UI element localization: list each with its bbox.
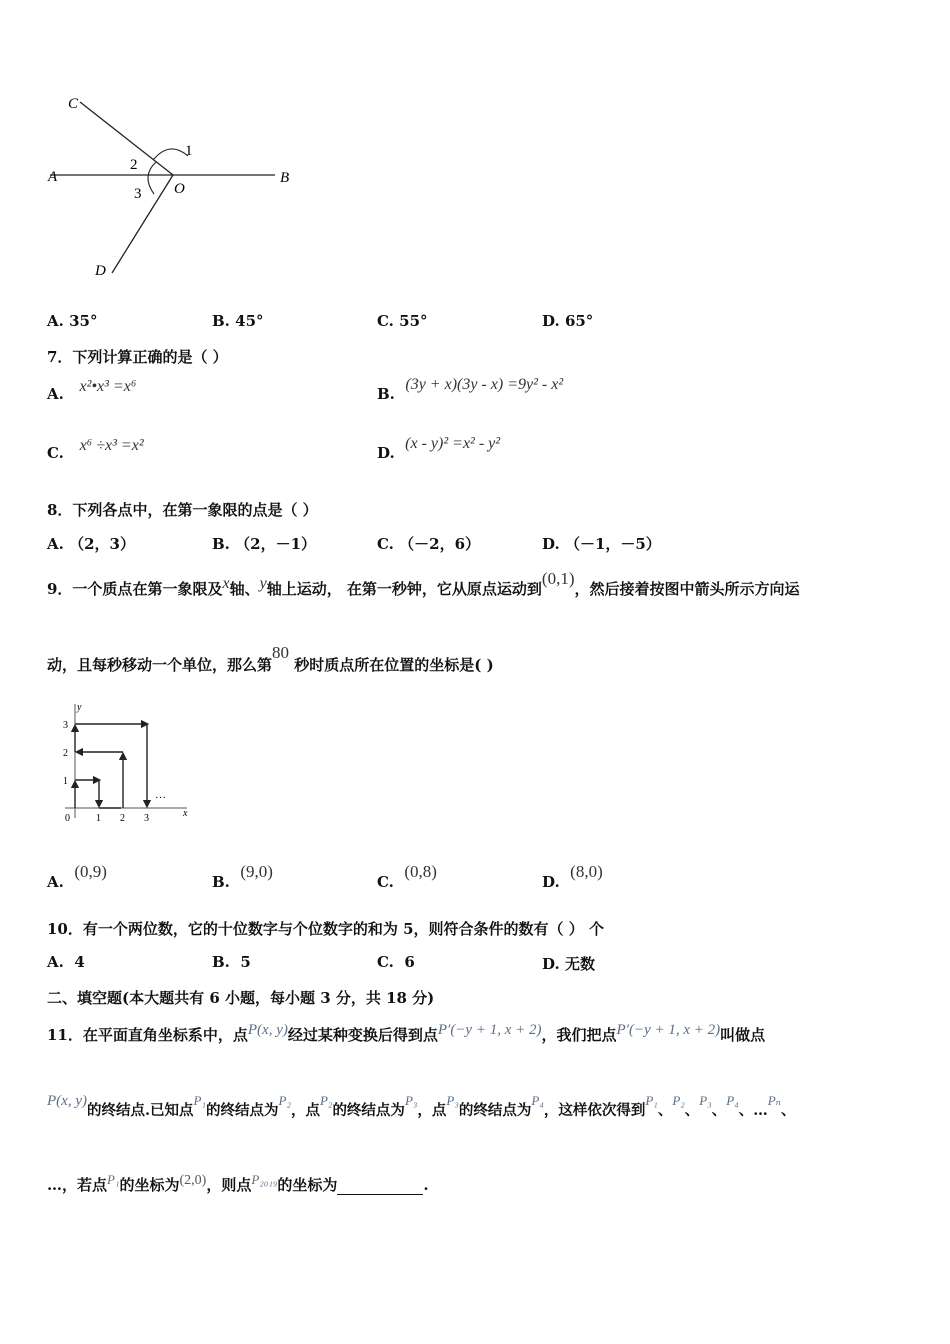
q10-option-b[interactable]: B. 5 [212, 953, 251, 971]
label-b: B [280, 170, 290, 186]
q8-option-a[interactable]: A. （2，3） [47, 535, 135, 553]
fig-tick-x3: 3 [144, 813, 149, 824]
fig-tick-x0: 0 [65, 813, 70, 824]
q10-stem: 10．有一个两位数，它的十位数字与个位数字的和为 5，则符合条件的数有（ ） 个 [47, 920, 604, 938]
fig-ellipsis: … [155, 789, 166, 801]
q8-option-b[interactable]: B. （2，－1） [212, 535, 317, 553]
angle-figure [40, 90, 310, 290]
q11-line3: …，若点P₁的坐标为(2,0)，则点P₂₀₁₉的坐标为 . [47, 1172, 429, 1194]
q9-stem-line1: 9．一个质点在第一象限及x轴、y轴上运动， 在第一秒钟，它从原点运动到(0,1)，然后接着按图中箭头所示方向运 [47, 569, 800, 598]
q9-option-d[interactable]: D. (8,0) [542, 862, 603, 891]
label-a: A [48, 169, 58, 185]
q7-option-d[interactable]: D. (x - y)² =x² - y² [377, 435, 501, 462]
q6-option-c[interactable]: C. 55° [377, 312, 428, 330]
q8-option-c[interactable]: C. （－2，6） [377, 535, 481, 553]
label-angle-2: 2 [130, 157, 138, 173]
q8-stem: 8．下列各点中，在第一象限的点是（ ） [47, 501, 318, 519]
ray-od [112, 175, 173, 273]
label-o: O [174, 181, 185, 197]
q7-stem: 7．下列计算正确的是（ ） [47, 348, 228, 366]
q10-option-a[interactable]: A. 4 [47, 953, 85, 971]
q9-stem-line2: 动，且每秒移动一个单位，那么第80 秒时质点所在位置的坐标是( ) [47, 643, 494, 674]
fig-tick-y3: 3 [63, 720, 68, 731]
q9-option-c[interactable]: C. (0,8) [377, 862, 437, 891]
q7-option-b[interactable]: B. (3y + x)(3y - x) =9y² - x² [377, 376, 564, 403]
q7-option-c[interactable]: C. x⁶ ÷x³ =x² [47, 437, 144, 462]
q11-line1: 11．在平面直角坐标系中，点P(x, y)经过某种变换后得到点P′(−y + 1, x + 2)，我们把点P′(−y + 1, x + 2)叫做点 [47, 1022, 766, 1044]
q7-option-a[interactable]: A. x²•x³ =x⁶ [47, 378, 137, 403]
fig-tick-y1: 1 [63, 776, 68, 787]
q11-line2: P(x, y)的终结点.已知点P₁的终结点为P₂，点P₂的终结点为P₃，点P₃的终结点为P₄，这样依次得到P₁、P₂、P₃、P₄、…Pₙ、 [47, 1093, 796, 1119]
q10-option-d[interactable]: D. 无数 [542, 955, 595, 973]
q6-option-d[interactable]: D. 65° [542, 312, 594, 330]
q9-option-a[interactable]: A. (0,9) [47, 862, 107, 891]
fig-tick-y2: 2 [63, 748, 68, 759]
answer-blank[interactable] [337, 1180, 423, 1195]
q8-option-d[interactable]: D. （－1，－5） [542, 535, 661, 553]
label-c: C [68, 96, 79, 112]
q6-option-b[interactable]: B. 45° [212, 312, 264, 330]
arc-2-3 [148, 162, 156, 194]
fig-tick-x2: 2 [120, 813, 125, 824]
ray-oc [80, 102, 173, 175]
q9-option-b[interactable]: B. (9,0) [212, 862, 273, 891]
fig-x-label: x [183, 808, 188, 819]
q9-path-figure [55, 700, 195, 830]
fig-tick-x1: 1 [96, 813, 101, 824]
fig-y-label: y [77, 702, 82, 713]
label-angle-1: 1 [185, 143, 193, 159]
label-d: D [95, 263, 106, 279]
q6-option-a[interactable]: A. 35° [47, 312, 98, 330]
label-angle-3: 3 [134, 186, 142, 202]
arc-1 [153, 149, 188, 160]
q10-option-c[interactable]: C. 6 [377, 953, 415, 971]
section-2-title: 二、填空题(本大题共有 6 小题，每小题 3 分，共 18 分) [47, 989, 435, 1007]
